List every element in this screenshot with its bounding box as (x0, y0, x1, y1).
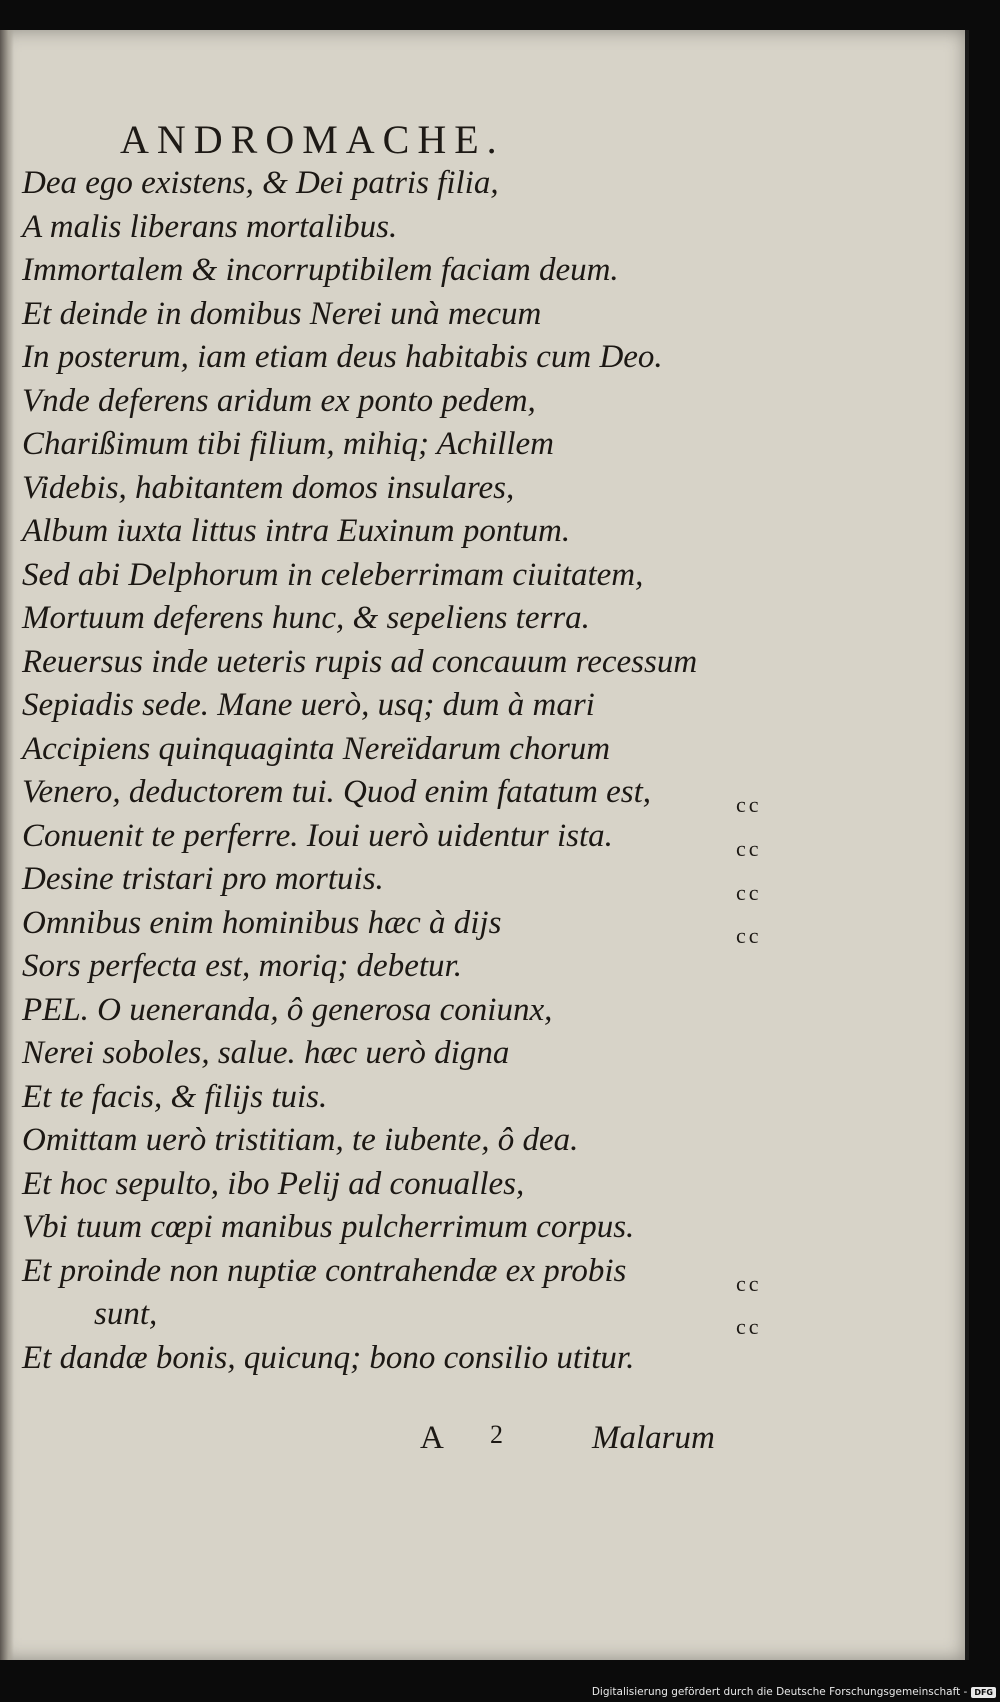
verse-line: Charißimum tibi filium, mihiq; Achillem (22, 426, 554, 462)
verse-line: Et te facis, & filijs tuis. (22, 1078, 328, 1115)
digitization-credit (592, 1686, 996, 1698)
verse-line: Omnibus enim hominibus hæc à dijs (22, 904, 502, 941)
signature-number: 2 (490, 1420, 503, 1449)
verse-line: Et proinde non nuptiæ contrahendæ ex probis (22, 1252, 627, 1289)
verse-line: Sepiadis sede. Mane uerò, usq; dum à mari (22, 687, 595, 723)
verse-line: Et deinde in domibus Nerei unà mecum (22, 295, 542, 332)
verse-line: Venero, deductorem tui. Quod enim fatatum est, (22, 774, 652, 810)
margin-quote-mark: cc (736, 923, 762, 948)
margin-quote-mark: cc (736, 836, 762, 861)
verse-line: Dea ego existens, & Dei patris filia, (22, 165, 499, 201)
margin-quote-mark: cc (736, 1314, 762, 1339)
catchword: Malarum (592, 1420, 715, 1456)
verse-line: Et hoc sepulto, ibo Pelij ad conualles, (22, 1165, 525, 1202)
verse-line: Sed abi Delphorum in celeberrimam ciuitatem, (22, 556, 644, 593)
verse-line: Et dandæ bonis, quicunq; bono consilio utitur. (22, 1339, 635, 1376)
verse-line: Mortuum deferens hunc, & sepeliens terra. (22, 600, 590, 636)
verse-line: Reuersus inde ueteris rupis ad concauum recessum (22, 643, 698, 680)
verse-line: Sors perfecta est, moriq; debetur. (22, 948, 462, 984)
verse-line: Vbi tuum cœpi manibus pulcherrimum corpus. (22, 1209, 635, 1245)
margin-quote-mark: cc (736, 792, 762, 817)
running-head: ANDROMACHE. (120, 117, 505, 162)
verse-line: Album iuxta littus intra Euxinum pontum. (22, 513, 571, 549)
verse-line: Accipiens quinquaginta Nereïdarum chorum (22, 730, 611, 767)
margin-quote-mark: cc (736, 1271, 762, 1296)
verse-line: Vnde deferens aridum ex ponto pedem, (22, 382, 536, 419)
verse-line: Omittam uerò tristitiam, te iubente, ô dea. (22, 1122, 579, 1158)
verse-line: Videbis, habitantem domos insulares, (22, 469, 515, 506)
verse-line: PEL. O ueneranda, ô generosa coniunx, (22, 991, 553, 1028)
signature-mark: A (420, 1420, 444, 1456)
verse-line-continuation: sunt, (94, 1296, 158, 1332)
verse-line: A malis liberans mortalibus. (22, 208, 398, 245)
verse-line: Desine tristari pro mortuis. (22, 861, 384, 897)
verse-line: In posterum, iam etiam deus habitabis cum Deo. (22, 339, 663, 375)
verse-text (22, 162, 762, 1380)
margin-quote-mark: cc (736, 880, 762, 905)
credit-text: Digitalisierung gefördert durch die Deutsche Forschungsgemeinschaft - (591, 1686, 968, 1698)
verse-line: Immortalem & incorruptibilem faciam deum. (22, 252, 619, 288)
verse-line: Nerei soboles, salue. hæc uerò digna (22, 1035, 510, 1071)
verse-line: Conuenit te perferre. Ioui uerò uidentur ista. (22, 817, 613, 854)
dfg-logo: DFG (971, 1687, 996, 1698)
book-page (0, 30, 969, 1660)
